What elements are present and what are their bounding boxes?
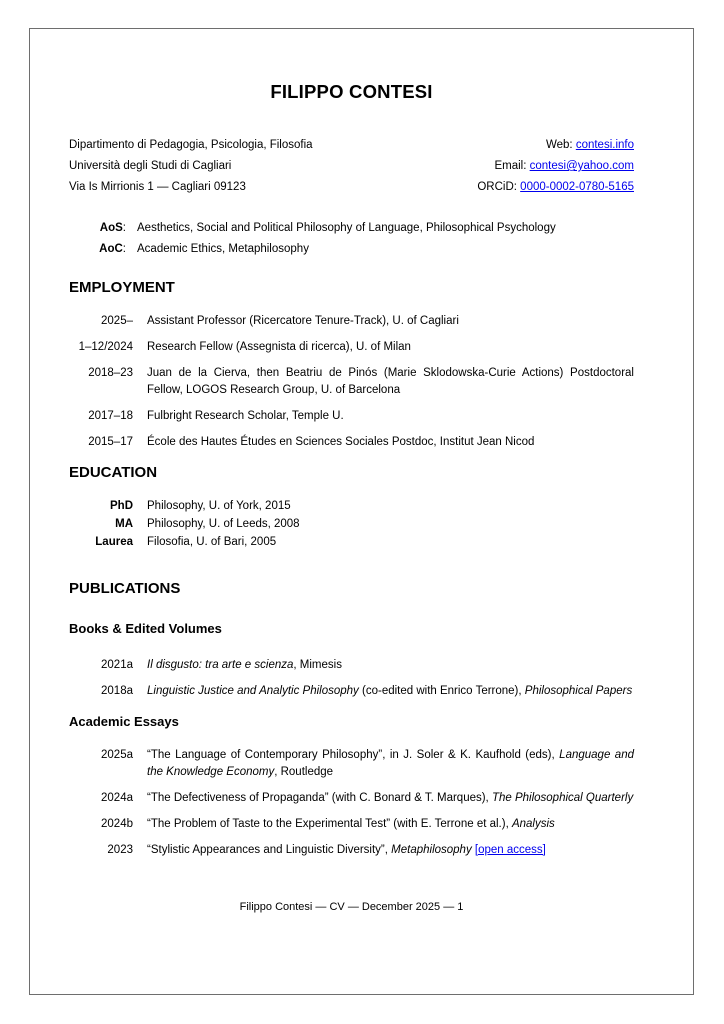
employment-entry [69, 408, 634, 425]
text-segment: Fulbright Research Scholar, Temple U. [147, 410, 344, 422]
entry-text [147, 515, 634, 533]
italic-text: Philosophical Papers [524, 685, 633, 697]
contact-address [69, 135, 313, 198]
entry-text [147, 408, 634, 425]
orcid-link[interactable]: 0000-0002-0780-5165 [520, 181, 634, 193]
entry-text [147, 747, 634, 781]
web-label: Web: [545, 139, 573, 151]
department-line: Dipartimento di Pedagogia, Psicologia, Filosofia [69, 139, 313, 151]
entry-label: 1–12/2024 [78, 341, 133, 353]
education-row [69, 515, 634, 533]
text-segment: (co-edited with Enrico Terrone), [358, 685, 525, 697]
essay-entry [69, 747, 634, 781]
publications-heading: PUBLICATIONS [69, 580, 181, 597]
areas-list [69, 218, 634, 259]
label-suffix: : [122, 242, 126, 255]
page-frame [29, 28, 694, 995]
entry-text [147, 816, 634, 833]
book-entry [69, 683, 634, 700]
entry-label: PhD [110, 500, 133, 512]
education-heading: EDUCATION [69, 464, 158, 481]
entry-text [147, 339, 634, 356]
italic-text: The Philosophical Quarterly [491, 792, 634, 804]
employment-heading: EMPLOYMENT [69, 279, 175, 296]
italic-text: Linguistic Justice and Analytic Philosophy [147, 685, 359, 697]
entry-label: 2023 [107, 844, 133, 856]
entry-text [147, 497, 634, 515]
entry-label: 2024b [101, 818, 133, 830]
page-title: FILIPPO CONTESI [270, 81, 433, 102]
essay-entry [69, 790, 634, 807]
university-line: Università degli Studi di Cagliari [69, 160, 232, 172]
label-suffix: : [122, 222, 126, 234]
text-segment: Juan de la Cierva, then Beatriu de Pinós (Marie Sklodowska-Curie Actions) Postdoctoral Fellow, LOGOS Research Group, U. of Barcelona [147, 367, 634, 396]
text-segment: , Routledge [274, 766, 334, 778]
entry-label: 2017–18 [88, 410, 133, 422]
entry-text [147, 842, 634, 859]
text-segment: Research Fellow (Assegnista di ricerca), U. of Milan [147, 341, 411, 353]
area-row [69, 239, 634, 260]
entry-label: AoS: [99, 222, 126, 234]
text-segment: Filosofia, U. of Bari, 2005 [147, 536, 277, 548]
text-segment: Academic Ethics, Metaphilosophy [137, 242, 309, 255]
text-segment: “The Language of Contemporary Philosophy”, in J. Soler & K. Kaufhold (eds), [147, 749, 560, 761]
orcid-line [477, 177, 634, 198]
cv-content [30, 81, 693, 915]
email-label: Email: [494, 160, 527, 172]
entry-label: MA [115, 518, 133, 530]
contact-links [477, 135, 634, 198]
book-entry [69, 657, 634, 674]
essay-entry [69, 842, 634, 859]
entry-text [147, 313, 634, 330]
text-segment: École des Hautes Études en Sciences Sociales Postdoc, Institut Jean Nicod [147, 436, 535, 448]
web-link[interactable]: contesi.info [575, 139, 634, 151]
open-access-link[interactable]: [open access] [474, 844, 546, 856]
italic-text: Metaphilosophy [391, 844, 472, 856]
entry-text [137, 239, 634, 260]
contact-block [69, 135, 634, 198]
italic-text: Analysis [511, 818, 555, 830]
entry-label: 2024a [101, 792, 133, 804]
entry-label: 2015–17 [88, 436, 133, 448]
area-row [69, 218, 634, 239]
education-list [69, 497, 634, 551]
italic-text: Il disgusto: tra arte e scienza [147, 659, 294, 671]
email-line [477, 156, 634, 177]
books-subheading: Books & Edited Volumes [69, 621, 222, 636]
entry-label: AoC: [99, 242, 126, 255]
entry-label: 2025– [101, 315, 133, 327]
entry-label: 2021a [101, 659, 133, 671]
italic-text: Language and the Knowledge Economy [147, 749, 634, 778]
text-segment: “The Problem of Taste to the Experimental Test” (with E. Terrone et al.), [147, 818, 512, 830]
essays-subheading: Academic Essays [69, 714, 179, 729]
employment-list [69, 313, 634, 451]
street-address-line: Via Is Mirrionis 1 — Cagliari 09123 [69, 181, 246, 193]
employment-entry [69, 339, 634, 356]
email-link[interactable]: contesi@yahoo.com [529, 160, 634, 172]
entry-label: 2025a [101, 749, 133, 761]
education-row [69, 533, 634, 551]
text-segment: “The Defectiveness of Propaganda” (with C. Bonard & T. Marques), [147, 792, 492, 804]
education-row [69, 497, 634, 515]
entry-label: 2018–23 [88, 367, 133, 379]
entry-text [147, 657, 634, 674]
books-list [69, 657, 634, 700]
text-segment: Assistant Professor (Ricercatore Tenure-Track), U. of Cagliari [147, 315, 459, 327]
text-segment: Aesthetics, Social and Political Philosophy of Language, Philosophical Psychology [137, 222, 556, 234]
entry-text [147, 683, 634, 700]
web-line [477, 135, 634, 156]
employment-entry [69, 313, 634, 330]
page-footer: Filippo Contesi — CV — December 2025 — 1 [239, 901, 464, 913]
text-segment: Philosophy, U. of York, 2015 [147, 500, 291, 512]
employment-entry [69, 365, 634, 399]
essay-entry [69, 816, 634, 833]
entry-text [147, 533, 634, 551]
entry-label: 2018a [101, 685, 133, 697]
text-segment: , Mimesis [293, 659, 342, 671]
entry-text [147, 790, 634, 807]
employment-entry [69, 434, 634, 451]
orcid-label: ORCiD: [477, 181, 517, 193]
entry-label: Laurea [95, 536, 133, 548]
text-segment: “Stylistic Appearances and Linguistic Diversity”, [147, 844, 392, 856]
entry-text [137, 218, 634, 239]
entry-text [147, 434, 634, 451]
entry-text [147, 365, 634, 399]
text-segment: Philosophy, U. of Leeds, 2008 [147, 518, 300, 530]
essays-list [69, 747, 634, 859]
